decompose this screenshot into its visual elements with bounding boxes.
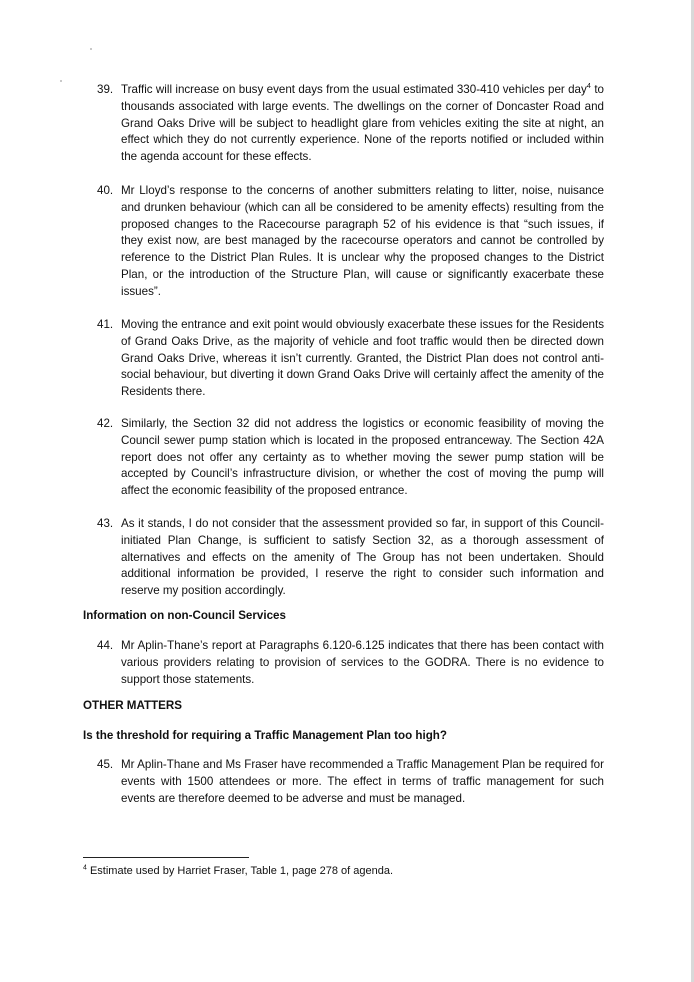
footnote (83, 864, 393, 879)
paragraph-text: Mr Aplin-Thane and Ms Fraser have recommended a Traffic Management Plan be required for events with 1500 attendees or more. The effect in terms of traffic management for such events are therefore deemed to be adverse and must be managed. (121, 758, 604, 805)
subsection-heading: Is the threshold for requiring a Traffic Management Plan too high? (83, 729, 447, 742)
paragraph-text: As it stands, I do not consider that the assessment provided so far, in support of this Council-initiated Plan Change, is sufficient to satisfy Section 32, as a thorough assessment of alternatives and effects on the amenity of The Group has not been undertaken. Should additional information be provided, I reserve the right to consider such information and reserve my position accordingly. (121, 517, 604, 598)
footnote-separator (83, 857, 249, 858)
paragraph-45 (97, 757, 604, 807)
footnote-text: Estimate used by Harriet Fraser, Table 1, page 278 of agenda. (86, 865, 394, 877)
footnote-marker: 4 (83, 864, 87, 872)
paragraph-text: Traffic will increase on busy event days from the usual estimated 330-410 vehicles per day (121, 83, 587, 96)
paragraph-text: Similarly, the Section 32 did not address the logistics or economic feasibility of moving the Council sewer pump station which is located in the proposed entranceway. The Section 42A report does not offer any certainty as to whether moving the sewer pump station will be accepted by Council’s infrastructure division, or whether the cost of moving the pump will affect the economic feasibility of the proposed entrance. (121, 417, 604, 498)
section-heading: OTHER MATTERS (83, 699, 182, 712)
paragraph-text: Mr Aplin-Thane’s report at Paragraphs 6.120-6.125 indicates that there has been contact with various providers relating to provision of services to the GODRA. There is no evidence to support those statements. (121, 639, 604, 686)
section-heading: Information on non-Council Services (83, 609, 286, 622)
scan-speck (60, 80, 62, 82)
paragraph-text-continued: to thousands associated with large events. The dwellings on the corner of Doncaster Road and Grand Oaks Drive will be subject to headlight glare from vehicles exiting the site at night, an effect which they do not currently experience. None of the reports notified or included within the agenda account for these effects. (121, 83, 604, 164)
paragraph-number: 43. (97, 517, 114, 530)
paragraph-number: 45. (97, 758, 114, 771)
paragraph-39 (97, 81, 604, 166)
paragraph-number: 44. (97, 639, 114, 652)
paragraph-number: 39. (97, 83, 114, 96)
scan-speck (90, 48, 92, 50)
paragraph-41 (97, 317, 604, 401)
paragraph-text: Mr Lloyd’s response to the concerns of another submitters relating to litter, noise, nuisance and drunken behaviour (which can all be considered to be amenity effects) resulting from the proposed changes to the Racecourse paragraph 52 of his evidence is that “such issues, if they exist now, are best managed by the racecourse operators and cannot be controlled by reference to the District Plan Rules. It is unclear why the proposed changes to the District Plan, or the introduction of the Structure Plan, will cause or significantly exacerbate these issues”. (121, 184, 604, 298)
paragraph-number: 40. (97, 184, 114, 197)
paragraph-number: 42. (97, 417, 114, 430)
paragraph-44 (97, 638, 604, 688)
footnote-reference: 4 (586, 81, 591, 91)
paragraph-43 (97, 516, 604, 600)
paragraph-text: Moving the entrance and exit point would obviously exacerbate these issues for the Residents of Grand Oaks Drive, as the majority of vehicle and foot traffic would then be directed down Grand Oaks Drive, whereas it isn’t currently. Granted, the District Plan does not control anti-social behaviour, but diverting it down Grand Oaks Drive will certainly affect the amenity of the Residents there. (121, 318, 604, 399)
paragraph-number: 41. (97, 318, 114, 331)
paragraph-40 (97, 183, 604, 301)
paragraph-42 (97, 416, 604, 500)
